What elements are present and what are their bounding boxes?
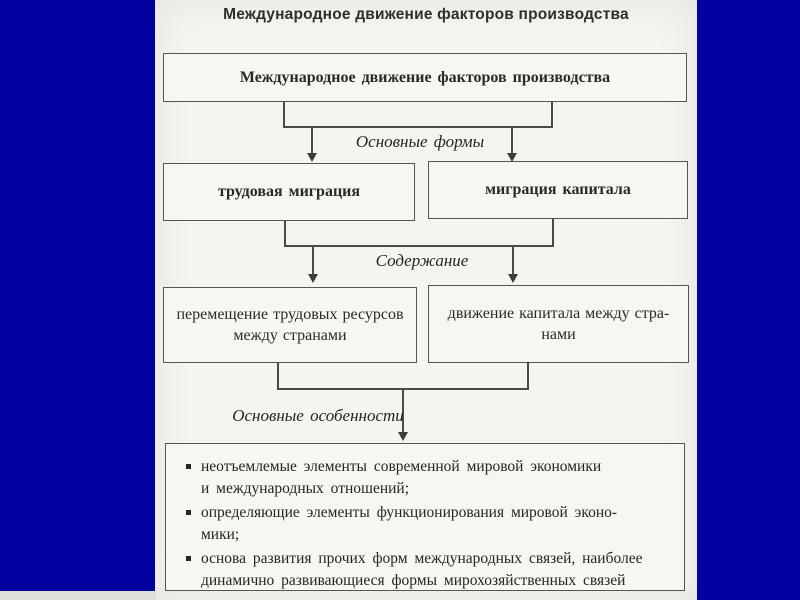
feature-2-line-1: определяющие элементы функционирования мировой эконо- — [201, 504, 618, 521]
feature-3-line-2: динамично развивающиеся формы мирохозяйственных связей — [201, 571, 626, 589]
box-labor-migration-label: трудовая миграция — [217, 183, 361, 200]
feature-3-line-1: основа развития прочих форм международных связей, наиболее — [201, 550, 643, 567]
feature-1-line-1: неотъемлемые элементы современной мировой экономики — [201, 458, 602, 475]
feature-text — [201, 456, 601, 499]
feature-text — [201, 502, 617, 545]
box-capital-migration — [428, 161, 688, 219]
features-box — [165, 443, 685, 591]
feature-2-line-2: мики; — [201, 525, 240, 543]
label-main-features: Основные особенности — [232, 406, 404, 425]
box-capital-content — [428, 285, 689, 363]
feature-1-line-2: и международных отношений; — [201, 479, 410, 497]
box-labor-migration — [163, 163, 415, 221]
feature-item — [186, 548, 674, 591]
root-box-label: Международное движение факторов производства — [239, 68, 611, 86]
box-labor-content-line2: между странами — [233, 327, 347, 344]
label-main-forms: Основные формы — [355, 132, 485, 151]
slide-title: Международное движение факторов производства — [223, 6, 629, 23]
feature-item — [186, 456, 674, 499]
box-capital-content-line1: движение капитала между стра- — [447, 305, 670, 322]
feature-item — [186, 502, 674, 545]
connector-line — [552, 219, 554, 247]
arrow-down-icon — [307, 153, 317, 162]
box-capital-content-line2: нами — [541, 326, 576, 343]
box-capital-migration-label: миграция капитала — [485, 181, 631, 198]
feature-text — [201, 548, 643, 591]
box-labor-content-label — [164, 304, 416, 346]
root-box — [163, 53, 687, 102]
bullet-square-icon — [186, 510, 191, 515]
bullet-square-icon — [186, 556, 191, 561]
arrow-down-icon — [308, 274, 318, 283]
connector-line — [277, 362, 279, 390]
box-labor-content-line1: перемещение трудовых ресурсов — [176, 306, 404, 323]
box-labor-content — [163, 287, 417, 363]
label-content: Содержание — [375, 251, 469, 270]
connector-line — [283, 102, 285, 127]
box-capital-content-label — [429, 303, 688, 345]
connector-line — [551, 102, 553, 127]
connector-line — [284, 221, 286, 247]
bullet-square-icon — [186, 464, 191, 469]
connector-line — [527, 362, 529, 390]
arrow-down-icon — [398, 432, 408, 441]
scan-edge-strip — [0, 591, 156, 600]
arrow-down-icon — [508, 274, 518, 283]
